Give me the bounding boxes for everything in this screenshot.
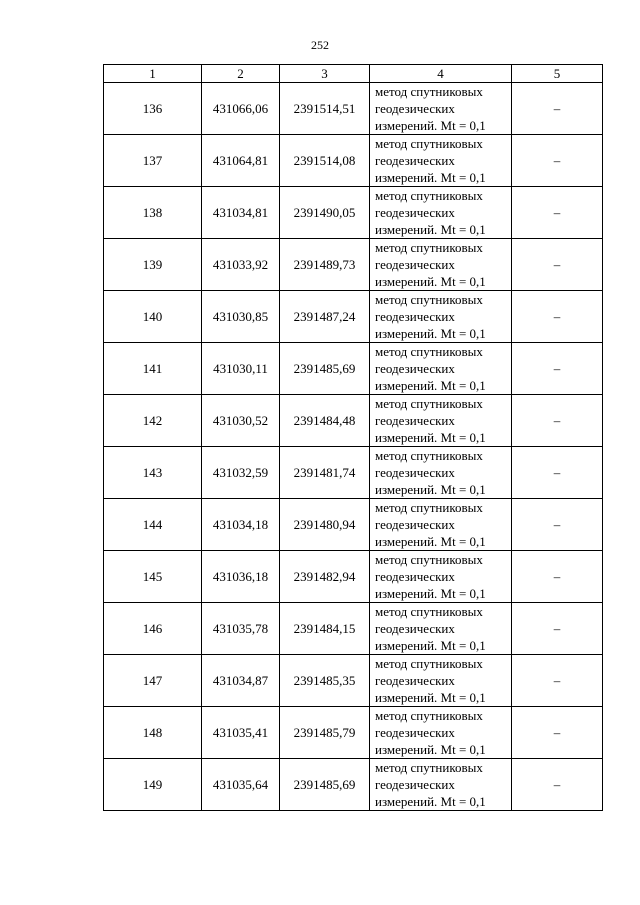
y-coordinate-cell: 2391485,69 bbox=[280, 759, 370, 811]
note-cell: – bbox=[512, 343, 603, 395]
note-cell: – bbox=[512, 499, 603, 551]
note-cell: – bbox=[512, 655, 603, 707]
method-text-line: измерений. Mt = 0,1 bbox=[375, 638, 486, 653]
method-cell bbox=[370, 395, 512, 447]
method-cell bbox=[370, 499, 512, 551]
header-col-2: 2 bbox=[202, 65, 280, 83]
method-text-line: метод спутниковых bbox=[375, 708, 483, 723]
x-coordinate-cell: 431034,81 bbox=[202, 187, 280, 239]
y-coordinate-cell: 2391514,08 bbox=[280, 135, 370, 187]
method-cell bbox=[370, 447, 512, 499]
y-coordinate-cell: 2391514,51 bbox=[280, 83, 370, 135]
method-text-line: метод спутниковых bbox=[375, 552, 483, 567]
method-text-line: геодезических bbox=[375, 205, 455, 220]
note-cell: – bbox=[512, 707, 603, 759]
method-cell bbox=[370, 291, 512, 343]
y-coordinate-cell: 2391487,24 bbox=[280, 291, 370, 343]
method-cell bbox=[370, 551, 512, 603]
table-row bbox=[104, 499, 603, 551]
table-row bbox=[104, 135, 603, 187]
table-row bbox=[104, 551, 603, 603]
point-number-cell: 146 bbox=[104, 603, 202, 655]
note-cell: – bbox=[512, 187, 603, 239]
method-text-line: измерений. Mt = 0,1 bbox=[375, 690, 486, 705]
method-text-line: геодезических bbox=[375, 257, 455, 272]
note-cell: – bbox=[512, 291, 603, 343]
method-text-line: геодезических bbox=[375, 413, 455, 428]
method-cell bbox=[370, 759, 512, 811]
method-text-line: метод спутниковых bbox=[375, 760, 483, 775]
method-cell bbox=[370, 707, 512, 759]
method-cell bbox=[370, 83, 512, 135]
point-number-cell: 149 bbox=[104, 759, 202, 811]
x-coordinate-cell: 431035,41 bbox=[202, 707, 280, 759]
method-text-line: измерений. Mt = 0,1 bbox=[375, 482, 486, 497]
method-text-line: метод спутниковых bbox=[375, 292, 483, 307]
note-cell: – bbox=[512, 551, 603, 603]
point-number-cell: 148 bbox=[104, 707, 202, 759]
x-coordinate-cell: 431035,64 bbox=[202, 759, 280, 811]
x-coordinate-cell: 431066,06 bbox=[202, 83, 280, 135]
note-cell: – bbox=[512, 603, 603, 655]
method-text-line: метод спутниковых bbox=[375, 396, 483, 411]
method-text-line: измерений. Mt = 0,1 bbox=[375, 430, 486, 445]
method-text-line: измерений. Mt = 0,1 bbox=[375, 378, 486, 393]
method-text-line: метод спутниковых bbox=[375, 188, 483, 203]
method-cell bbox=[370, 187, 512, 239]
method-cell bbox=[370, 603, 512, 655]
method-text-line: геодезических bbox=[375, 361, 455, 376]
method-text-line: метод спутниковых bbox=[375, 84, 483, 99]
method-text-line: геодезических bbox=[375, 465, 455, 480]
method-text-line: измерений. Mt = 0,1 bbox=[375, 274, 486, 289]
y-coordinate-cell: 2391485,79 bbox=[280, 707, 370, 759]
method-text-line: геодезических bbox=[375, 777, 455, 792]
point-number-cell: 138 bbox=[104, 187, 202, 239]
x-coordinate-cell: 431064,81 bbox=[202, 135, 280, 187]
point-number-cell: 140 bbox=[104, 291, 202, 343]
method-text-line: измерений. Mt = 0,1 bbox=[375, 326, 486, 341]
point-number-cell: 137 bbox=[104, 135, 202, 187]
table-row bbox=[104, 343, 603, 395]
y-coordinate-cell: 2391490,05 bbox=[280, 187, 370, 239]
x-coordinate-cell: 431030,85 bbox=[202, 291, 280, 343]
table-row bbox=[104, 239, 603, 291]
method-text-line: измерений. Mt = 0,1 bbox=[375, 222, 486, 237]
method-text-line: геодезических bbox=[375, 309, 455, 324]
point-number-cell: 139 bbox=[104, 239, 202, 291]
header-col-3: 3 bbox=[280, 65, 370, 83]
table-row bbox=[104, 655, 603, 707]
table-row bbox=[104, 291, 603, 343]
table-row bbox=[104, 395, 603, 447]
table-row bbox=[104, 187, 603, 239]
page-number: 252 bbox=[311, 38, 329, 52]
method-text-line: метод спутниковых bbox=[375, 656, 483, 671]
x-coordinate-cell: 431034,87 bbox=[202, 655, 280, 707]
y-coordinate-cell: 2391484,15 bbox=[280, 603, 370, 655]
x-coordinate-cell: 431036,18 bbox=[202, 551, 280, 603]
y-coordinate-cell: 2391482,94 bbox=[280, 551, 370, 603]
note-cell: – bbox=[512, 447, 603, 499]
point-number-cell: 142 bbox=[104, 395, 202, 447]
method-text-line: геодезических bbox=[375, 153, 455, 168]
method-text-line: метод спутниковых bbox=[375, 240, 483, 255]
x-coordinate-cell: 431030,11 bbox=[202, 343, 280, 395]
header-col-5: 5 bbox=[512, 65, 603, 83]
table-row bbox=[104, 759, 603, 811]
method-text-line: геодезических bbox=[375, 569, 455, 584]
table-row bbox=[104, 707, 603, 759]
method-text-line: метод спутниковых bbox=[375, 500, 483, 515]
point-number-cell: 147 bbox=[104, 655, 202, 707]
x-coordinate-cell: 431035,78 bbox=[202, 603, 280, 655]
method-text-line: геодезических bbox=[375, 621, 455, 636]
method-cell bbox=[370, 239, 512, 291]
method-text-line: метод спутниковых bbox=[375, 604, 483, 619]
method-text-line: измерений. Mt = 0,1 bbox=[375, 170, 486, 185]
method-text-line: измерений. Mt = 0,1 bbox=[375, 118, 486, 133]
y-coordinate-cell: 2391480,94 bbox=[280, 499, 370, 551]
method-text-line: измерений. Mt = 0,1 bbox=[375, 586, 486, 601]
method-cell bbox=[370, 135, 512, 187]
method-text-line: измерений. Mt = 0,1 bbox=[375, 794, 486, 809]
point-number-cell: 136 bbox=[104, 83, 202, 135]
y-coordinate-cell: 2391485,35 bbox=[280, 655, 370, 707]
point-number-cell: 143 bbox=[104, 447, 202, 499]
table-body bbox=[104, 83, 603, 811]
note-cell: – bbox=[512, 83, 603, 135]
method-text-line: геодезических bbox=[375, 725, 455, 740]
method-text-line: геодезических bbox=[375, 673, 455, 688]
point-number-cell: 144 bbox=[104, 499, 202, 551]
note-cell: – bbox=[512, 759, 603, 811]
x-coordinate-cell: 431030,52 bbox=[202, 395, 280, 447]
table-row bbox=[104, 83, 603, 135]
header-col-1: 1 bbox=[104, 65, 202, 83]
y-coordinate-cell: 2391489,73 bbox=[280, 239, 370, 291]
method-cell bbox=[370, 655, 512, 707]
header-col-4: 4 bbox=[370, 65, 512, 83]
method-text-line: измерений. Mt = 0,1 bbox=[375, 534, 486, 549]
note-cell: – bbox=[512, 239, 603, 291]
x-coordinate-cell: 431032,59 bbox=[202, 447, 280, 499]
table-header-row bbox=[104, 65, 603, 83]
method-text-line: метод спутниковых bbox=[375, 448, 483, 463]
y-coordinate-cell: 2391484,48 bbox=[280, 395, 370, 447]
point-number-cell: 141 bbox=[104, 343, 202, 395]
y-coordinate-cell: 2391481,74 bbox=[280, 447, 370, 499]
method-text-line: геодезических bbox=[375, 101, 455, 116]
method-text-line: метод спутниковых bbox=[375, 344, 483, 359]
method-text-line: геодезических bbox=[375, 517, 455, 532]
y-coordinate-cell: 2391485,69 bbox=[280, 343, 370, 395]
method-text-line: измерений. Mt = 0,1 bbox=[375, 742, 486, 757]
note-cell: – bbox=[512, 395, 603, 447]
x-coordinate-cell: 431034,18 bbox=[202, 499, 280, 551]
table-row bbox=[104, 603, 603, 655]
table-row bbox=[104, 447, 603, 499]
point-number-cell: 145 bbox=[104, 551, 202, 603]
coordinates-table bbox=[103, 64, 603, 811]
method-text-line: метод спутниковых bbox=[375, 136, 483, 151]
x-coordinate-cell: 431033,92 bbox=[202, 239, 280, 291]
method-cell bbox=[370, 343, 512, 395]
note-cell: – bbox=[512, 135, 603, 187]
